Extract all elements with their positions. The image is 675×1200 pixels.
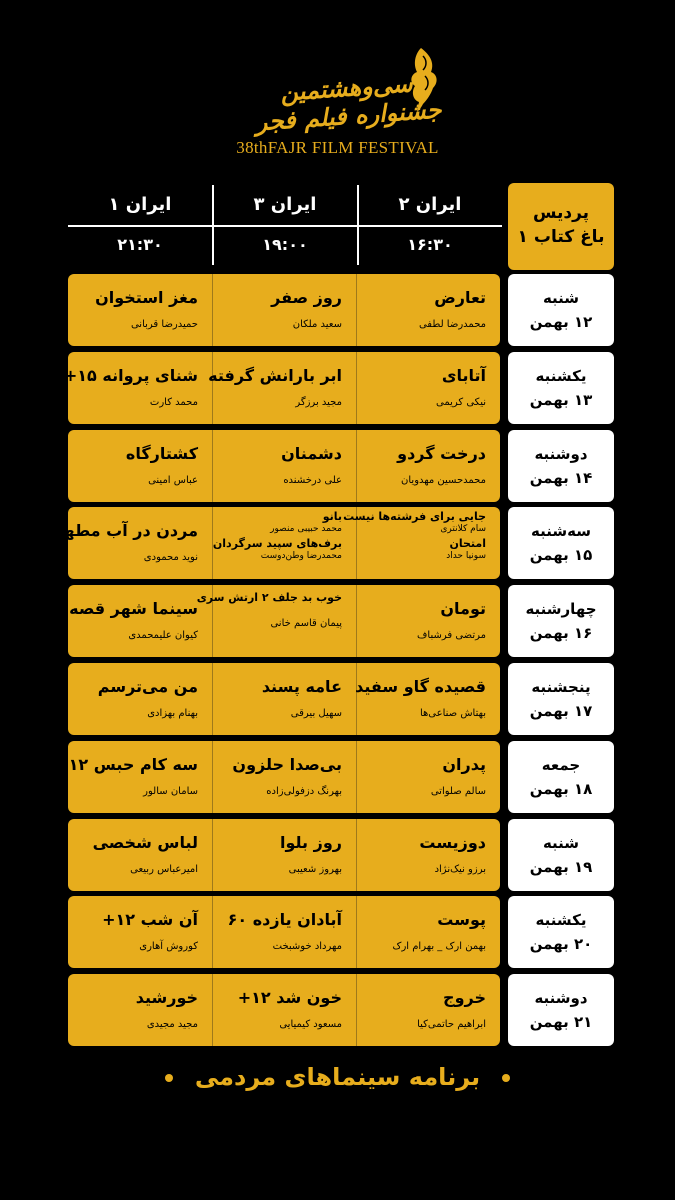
film-title: خروج bbox=[443, 988, 486, 1007]
film-title: جایی برای فرشته‌ها نیست bbox=[343, 510, 486, 523]
film-director: سعید ملکان bbox=[292, 319, 342, 330]
schedule-row bbox=[68, 663, 500, 735]
day-name: چهارشنبه bbox=[525, 600, 597, 618]
film-title: من می‌ترسم bbox=[97, 677, 198, 696]
film-director: بهتاش صناعی‌ها bbox=[419, 708, 486, 719]
film-director: محمدحسین مهدویان bbox=[401, 475, 486, 486]
film-cell bbox=[63, 352, 212, 424]
film-cell bbox=[356, 974, 500, 1046]
schedule-row bbox=[68, 819, 500, 891]
film-director: مرتضی فرشباف bbox=[417, 630, 486, 641]
film-cell bbox=[212, 663, 356, 735]
film-cell bbox=[68, 430, 212, 502]
film-director: کوروش آهاری bbox=[139, 941, 198, 952]
screening-time: ۱۹:۰۰ bbox=[262, 235, 308, 254]
film-director: نیکی کریمی bbox=[435, 397, 486, 408]
film-title: برف‌های سپید سرگردان bbox=[212, 537, 342, 550]
schedule-row bbox=[63, 352, 500, 424]
film-director: مجید مجیدی bbox=[146, 1019, 198, 1030]
film-director: سونیا حداد bbox=[446, 551, 486, 561]
film-director: علی درخشنده bbox=[283, 475, 342, 486]
day-date: ۱۵ بهمن bbox=[529, 546, 593, 564]
film-director: سام کلانتری bbox=[440, 524, 486, 534]
day-name: یکشنبه bbox=[535, 367, 587, 385]
film-cell bbox=[212, 274, 356, 346]
venue-label bbox=[508, 183, 614, 270]
film-director: سالم صلواتی bbox=[430, 786, 486, 797]
film-cell bbox=[68, 274, 212, 346]
film-director: محمدرضا وطن‌دوست bbox=[260, 551, 342, 561]
film-director: امیرعباس ربیعی bbox=[130, 864, 198, 875]
day-date-box bbox=[508, 741, 614, 813]
day-date-box bbox=[508, 430, 614, 502]
film-title: ابر بارانش گرفته bbox=[208, 366, 342, 385]
film-cell bbox=[212, 741, 356, 813]
day-date-box bbox=[508, 896, 614, 968]
day-name: دوشنبه bbox=[534, 989, 588, 1007]
film-director: بهنام بهزادی bbox=[147, 708, 198, 719]
schedule-row bbox=[68, 974, 500, 1046]
film-title: تومان bbox=[440, 599, 486, 618]
film-title: قصیده گاو سفید bbox=[355, 677, 486, 696]
film-title: بانو bbox=[322, 510, 342, 523]
film-title: تعارض bbox=[434, 288, 486, 307]
film-director: سهیل بیرقی bbox=[290, 708, 342, 719]
film-title: دوزیست bbox=[419, 833, 486, 852]
screening-time: ۱۶:۳۰ bbox=[407, 235, 453, 254]
day-date: ۱۹ بهمن bbox=[529, 858, 593, 876]
venue-line1: پردیس bbox=[532, 203, 590, 223]
day-name: یکشنبه bbox=[535, 911, 587, 929]
day-date: ۱۶ بهمن bbox=[529, 624, 593, 642]
header-divider bbox=[68, 225, 502, 227]
festival-logo bbox=[230, 44, 445, 157]
film-cell bbox=[356, 741, 500, 813]
film-title: پوست bbox=[437, 910, 486, 929]
film-title: آن شب ۱۲+ bbox=[102, 910, 198, 929]
film-director: محمدرضا لطفی bbox=[418, 319, 486, 330]
film-cell bbox=[212, 896, 356, 968]
film-title: مردن در آب مطهر bbox=[54, 521, 198, 540]
day-name: جمعه bbox=[541, 756, 581, 774]
film-cell bbox=[55, 741, 212, 813]
film-cell bbox=[68, 896, 212, 968]
film-title: شنای پروانه ۱۵+ bbox=[63, 366, 198, 385]
film-cell bbox=[68, 663, 212, 735]
hall-name: ایران ۲ bbox=[398, 194, 462, 215]
footer-text: برنامه سینماهای مردمی bbox=[194, 1063, 481, 1091]
day-name: شنبه bbox=[542, 834, 580, 852]
film-director: مجید برزگر bbox=[295, 397, 342, 408]
film-title: امتحان bbox=[449, 537, 486, 550]
film-cell bbox=[212, 430, 356, 502]
schedule-row bbox=[68, 585, 500, 657]
schedule-header bbox=[68, 185, 502, 265]
bullet-dot bbox=[502, 1074, 510, 1082]
film-director: برزو نیک‌نژاد bbox=[434, 864, 486, 875]
film-director: عباس امینی bbox=[148, 475, 198, 486]
film-cell bbox=[356, 896, 500, 968]
logo-english-text: 38thFAJR FILM FESTIVAL bbox=[236, 138, 439, 157]
day-date-box bbox=[508, 585, 614, 657]
film-title: آبادان یازده ۶۰ bbox=[227, 910, 342, 929]
day-date-box bbox=[508, 352, 614, 424]
footer-title bbox=[0, 1063, 675, 1091]
film-cell bbox=[212, 819, 356, 891]
film-cell bbox=[54, 507, 212, 579]
day-date-box bbox=[508, 663, 614, 735]
film-cell bbox=[212, 974, 356, 1046]
film-title: عامه پسند bbox=[261, 677, 342, 696]
film-cell bbox=[356, 663, 500, 735]
film-title: پدران bbox=[442, 755, 486, 774]
hall-name: ایران ۳ bbox=[253, 194, 317, 215]
day-date: ۱۳ بهمن bbox=[529, 391, 593, 409]
film-cell bbox=[356, 819, 500, 891]
hall-name: ایران ۱ bbox=[108, 194, 172, 215]
schedule-row bbox=[68, 274, 500, 346]
schedule-row bbox=[55, 741, 500, 813]
schedule-row bbox=[68, 430, 500, 502]
film-cell bbox=[196, 585, 356, 657]
film-cell bbox=[212, 507, 356, 579]
film-cell bbox=[356, 430, 500, 502]
day-date: ۱۸ بهمن bbox=[529, 780, 593, 798]
film-director: بهمن ارک _ بهرام ارک bbox=[392, 941, 486, 952]
film-cell bbox=[68, 585, 212, 657]
day-date-box bbox=[508, 974, 614, 1046]
film-cell bbox=[68, 819, 212, 891]
day-date-box bbox=[508, 274, 614, 346]
day-name: پنجشنبه bbox=[531, 678, 591, 696]
film-cell bbox=[356, 274, 500, 346]
film-director: ابراهیم حاتمی‌کیا bbox=[417, 1019, 486, 1030]
logo-persian-text: سی‌وهشتمین جشنواره فیلم فجر bbox=[254, 68, 443, 137]
header-divider bbox=[212, 185, 214, 265]
film-director: محمد کارت bbox=[149, 397, 198, 408]
film-director: کیوان علیمحمدی bbox=[128, 630, 198, 641]
film-title: آتابای bbox=[441, 366, 486, 385]
film-director: حمیدرضا قربانی bbox=[130, 319, 198, 330]
day-date-box bbox=[508, 819, 614, 891]
film-director: مسعود کیمیایی bbox=[279, 1019, 342, 1030]
film-title: سه کام حبس ۱۲+ bbox=[55, 755, 198, 774]
film-director: نوید محمودی bbox=[143, 552, 198, 563]
film-title: بی‌صدا حلزون bbox=[232, 755, 342, 774]
film-title: مغز استخوان bbox=[95, 288, 198, 307]
film-cell bbox=[356, 585, 500, 657]
film-cell bbox=[208, 352, 356, 424]
day-date: ۱۷ بهمن bbox=[529, 702, 593, 720]
day-date: ۱۴ بهمن bbox=[529, 469, 593, 487]
film-cell bbox=[356, 352, 500, 424]
film-title: دشمنان bbox=[281, 444, 342, 463]
bullet-dot bbox=[165, 1074, 173, 1082]
film-director: مهرداد خوشبخت bbox=[272, 941, 342, 952]
film-title: سینما شهر قصه bbox=[69, 599, 198, 618]
film-title: لباس شخصی bbox=[92, 833, 198, 852]
film-director: بهرنگ دزفولی‌زاده bbox=[266, 786, 342, 797]
film-title: روز صفر bbox=[271, 288, 342, 307]
screening-time: ۲۱:۳۰ bbox=[117, 235, 163, 254]
film-title: خورشید bbox=[135, 988, 198, 1007]
day-name: سه‌شنبه bbox=[531, 522, 591, 540]
day-name: دوشنبه bbox=[534, 445, 588, 463]
film-director: سامان سالور bbox=[143, 786, 198, 797]
day-date: ۲۱ بهمن bbox=[529, 1013, 593, 1031]
venue-line2: باغ کتاب ۱ bbox=[517, 227, 605, 247]
header-divider bbox=[357, 185, 359, 265]
film-director: محمد حبیبی منصور bbox=[270, 524, 342, 534]
film-title: روز بلوا bbox=[280, 833, 342, 852]
film-director: بهروز شعیبی bbox=[288, 864, 342, 875]
film-director: پیمان قاسم خانی bbox=[270, 618, 342, 629]
film-cell bbox=[68, 974, 212, 1046]
film-title: خون شد ۱۲+ bbox=[237, 988, 342, 1007]
schedule-row bbox=[68, 896, 500, 968]
day-date: ۲۰ بهمن bbox=[529, 935, 593, 953]
schedule-row bbox=[54, 507, 500, 579]
film-title: درخت گردو bbox=[397, 444, 486, 463]
day-date: ۱۲ بهمن bbox=[529, 313, 593, 331]
film-cell bbox=[343, 507, 500, 579]
film-title: کشتارگاه bbox=[125, 444, 198, 463]
day-name: شنبه bbox=[542, 289, 580, 307]
film-title: خوب بد جلف ۲ ارتش سری bbox=[196, 591, 342, 604]
day-date-box bbox=[508, 507, 614, 579]
